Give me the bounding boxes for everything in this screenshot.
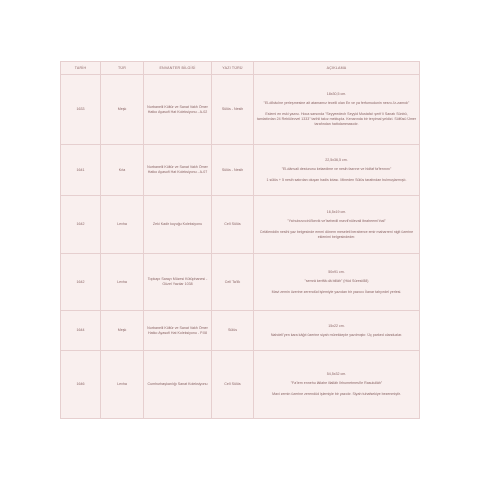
cell-description [254, 351, 420, 419]
header-script: YAZI TÜRÜ [212, 62, 254, 75]
cell-description [254, 196, 420, 254]
cell-type: Levha [101, 351, 144, 419]
header-inventory: ENVANTER BİLGİSİ [144, 62, 212, 75]
cell-description [254, 254, 420, 311]
cell-date: 1646 [61, 351, 101, 419]
cell-type: Levha [101, 254, 144, 311]
table-row [61, 254, 420, 311]
description-quote: "El-dîbâcîne yerleşmesine ait atamamız tecelli olan En ve ya ferfumudunin nesnı-i'z-zamıdı" [263, 101, 410, 105]
cell-description [254, 145, 420, 196]
cell-type: Kıta [101, 145, 144, 196]
cell-type: Meşk [101, 311, 144, 351]
cell-date: 1633 [61, 75, 101, 145]
description-size: 50x91 cm. [328, 269, 345, 274]
description-quote: "El-dânvali desturunu kelaedime ve nesih fazrıne ve hidfaf fa'ferınını" [281, 166, 392, 171]
cell-date: 1642 [61, 254, 101, 311]
cell-date: 1644 [61, 311, 101, 351]
header-type: TÜR [101, 62, 144, 75]
cell-date: 1641 [61, 145, 101, 196]
cell-date: 1642 [61, 196, 101, 254]
cell-script: Sülüs [212, 311, 254, 351]
description-quote: "Ya'nubuvvcirü'lkevik ve'lsebedil nsevil'nülevali ibraheemi'ıhal" [287, 218, 386, 223]
description-size: 15x22 cm. [328, 323, 345, 328]
table-row [61, 351, 420, 419]
table-row [61, 311, 420, 351]
cell-inventory: Zeki Kadir koyuğu Koleksiyonu [144, 196, 212, 254]
table-row [61, 75, 420, 145]
description-note: Mavi zemin üzerine zerendûd işlemiyle bir yazıdır. Siyah tuhafsekiye bezenmiştir. [272, 392, 401, 396]
cell-script: Celî Ta'lîk [212, 254, 254, 311]
table-row [61, 196, 420, 254]
cell-inventory: Nurbanelli Kültür ve Sanat Vakfı Ömer Hatko Ayasofi Hat Koleksiyonu - P.08 [144, 311, 212, 351]
description-quote: "Fa'lem ennehu lâilahe illallâh lîrhumetmesi'le Rasulullâh" [290, 381, 383, 385]
description-note: Eslemi en eski yazısı. Hoca sarsında "Seyyeedech Seyyid Mustafa'ı şerif li Sanatı Sünbü, tamlattırılan 24 Rebiülevvel 1333" tarihli takız mektupla. Kenarında bir teryimal yeldizi. Sülfüsü Ümer tarafından hattıdammasıdır. [256, 112, 417, 126]
cell-script: Sülüs - Nesih [212, 75, 254, 145]
cell-inventory: Nurbanelli Kültür ve Sanat Vakfı Ömer Hatko Ayasofi Hat Koleksiyonu - A-07 [144, 145, 212, 196]
description-note: Nahdelî'yen kara kâğıt üzerine siyah mürekkeple yazılmıştır. Üç parked olanduzlar. [270, 332, 403, 337]
cell-inventory: Nurbanelli Kültür ve Sanat Vakfı Ömer Hatko Ayasofi Hat Koleksiyonu - A-02 [144, 75, 212, 145]
cell-inventory: Cumhurbaşkanlığı Sanat Koleksiyonu [144, 351, 212, 419]
cell-script: Celî Sülüs [212, 196, 254, 254]
cell-script: Sülüs - Nesih [212, 145, 254, 196]
cell-script: Celî Sülüs [212, 351, 254, 419]
cell-description [254, 75, 420, 145]
cell-type: Meşk [101, 75, 144, 145]
header-date: TARİH [61, 62, 101, 75]
table-header-row [61, 62, 420, 75]
description-size: 22,5x36,5 cm. [325, 157, 348, 162]
cell-description [254, 311, 420, 351]
calligraphy-table [60, 61, 420, 419]
cell-type: Levha [101, 196, 144, 254]
description-note: Celâlenddin nesihi yaz belgesinde emmi dönem meseleti beraberce emir maharreni niglt üzerine eklenimi belgesindeder. [259, 229, 414, 239]
description-size: 16,5x19 cm. [326, 209, 347, 214]
description-size: 18x30,5 cm. [326, 92, 347, 96]
description-note: 1 sülüs + 5 nesih satırdan oluşan hadis kıtası. Mineden Sülüs tarafından bulmuşlarmışlı. [266, 177, 407, 182]
header-description: AÇIKLAMA [254, 62, 420, 75]
description-note: Mavi zemin üzerine zerendûd işlemiyle yazıdan bir yazıcıc İlanar tahyırdel yerlesi. [271, 289, 402, 294]
cell-inventory: Topkapı Sarayı Müzesi Kütüphanesi - Güzel Yazılar 1038 [144, 254, 212, 311]
description-quote: "semrâ keriftâ dâ billâh" (Hûd Sûresi/88) [304, 278, 369, 283]
table-row [61, 145, 420, 196]
description-size: 54,5x32 cm. [326, 372, 347, 376]
